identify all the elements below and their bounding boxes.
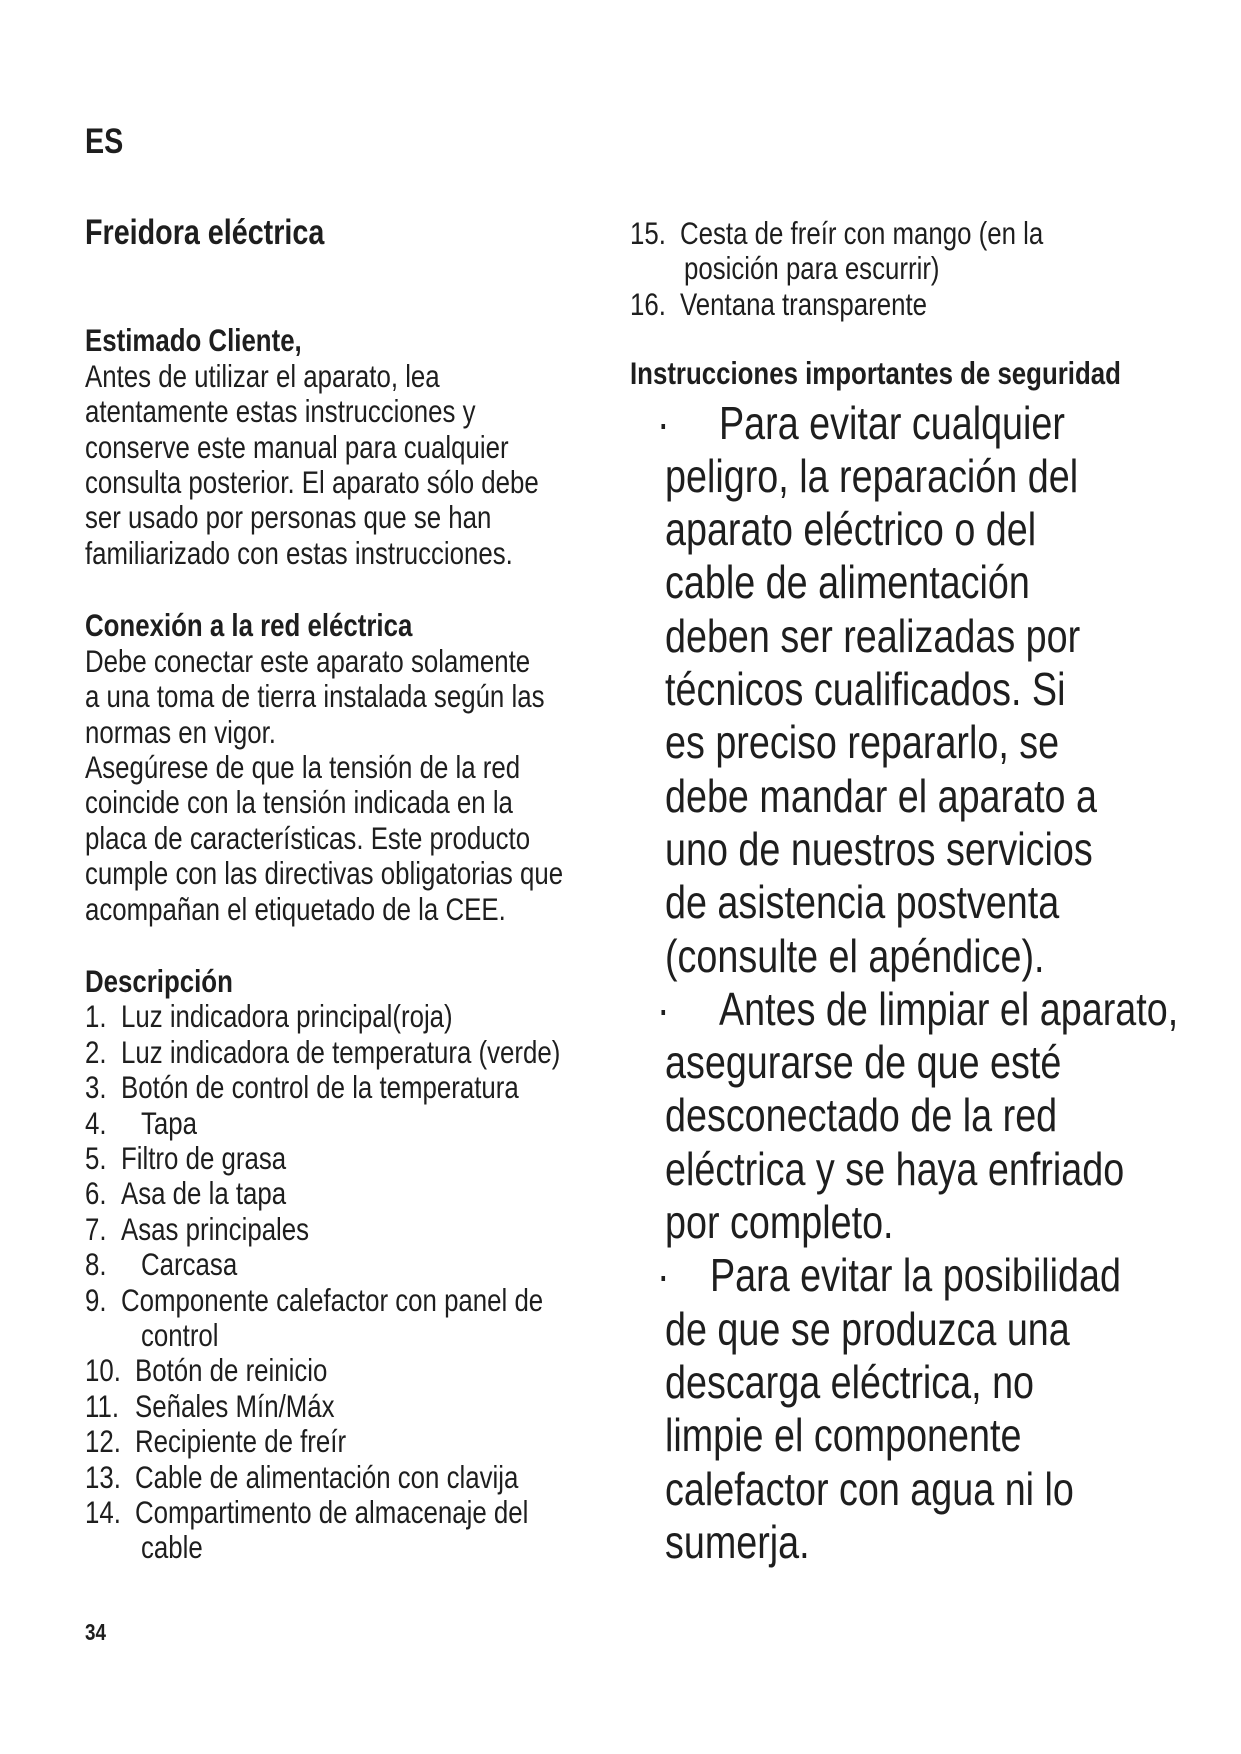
safety-bullet-marker: · bbox=[657, 982, 670, 1035]
greeting-line: conserve este manual para cualquier bbox=[85, 428, 509, 465]
description-item-number: 5. bbox=[85, 1139, 107, 1176]
safety-bullet-marker: · bbox=[657, 396, 670, 449]
description-item-text: Carcasa bbox=[140, 1246, 238, 1283]
greeting-line: consulta posterior. El aparato sólo debe bbox=[85, 463, 539, 500]
description-item-number: 9. bbox=[85, 1281, 107, 1318]
safety-line: aparato eléctrico o del bbox=[665, 503, 1037, 556]
safety-line: de asistencia postventa bbox=[665, 876, 1060, 929]
description-item-text: Recipiente de freír bbox=[135, 1423, 347, 1460]
safety-line: sumerja. bbox=[665, 1515, 810, 1568]
safety-line: limpie el componente bbox=[665, 1409, 1022, 1462]
language-code: ES bbox=[85, 122, 124, 161]
description-item-text: Botón de control de la temperatura bbox=[120, 1069, 519, 1106]
safety-heading: Instrucciones importantes de seguridad bbox=[629, 354, 1121, 391]
greeting-line: atentamente estas instrucciones y bbox=[85, 393, 476, 430]
description-item-text: Compartimento de almacenaje del bbox=[135, 1494, 529, 1531]
safety-line: Para evitar la posibilidad bbox=[710, 1249, 1121, 1302]
description-item-text: Señales Mín/Máx bbox=[135, 1387, 335, 1424]
description-item-number: 12. bbox=[85, 1423, 121, 1460]
connection-line: Debe conectar este aparato solamente bbox=[85, 642, 531, 679]
safety-line: debe mandar el aparato a bbox=[665, 769, 1098, 822]
safety-line: eléctrica y se haya enfriado bbox=[665, 1142, 1125, 1195]
connection-line: placa de características. Este producto bbox=[85, 819, 531, 856]
safety-line: cable de alimentación bbox=[665, 556, 1031, 609]
description-item-number: 3. bbox=[85, 1069, 107, 1106]
description-item-text: Botón de reinicio bbox=[135, 1352, 328, 1389]
safety-line: desconectado de la red bbox=[665, 1089, 1058, 1142]
description-item-number: 11. bbox=[85, 1387, 119, 1424]
description-item-text: Componente calefactor con panel de bbox=[120, 1281, 543, 1318]
connection-line: acompañan el etiquetado de la CEE. bbox=[85, 890, 506, 927]
description-item-text: control bbox=[141, 1317, 219, 1353]
description-item-number: 10. bbox=[85, 1352, 121, 1389]
description-item-number: 14. bbox=[85, 1494, 121, 1531]
description-item-text: Cable de alimentación con clavija bbox=[135, 1458, 519, 1495]
connection-line: cumple con las directivas obligatorias que bbox=[85, 855, 564, 892]
description-item-number: 2. bbox=[85, 1033, 107, 1070]
safety-bullet-marker: · bbox=[657, 1249, 670, 1302]
safety-line: por completo. bbox=[665, 1196, 894, 1248]
safety-line: (consulte el apéndice). bbox=[665, 929, 1045, 982]
greeting-line: ser usado por personas que se han bbox=[85, 499, 492, 536]
description-item-number: 8. bbox=[85, 1246, 107, 1283]
description-item-text: posición para escurrir) bbox=[684, 250, 940, 287]
description-item-number: 15. bbox=[629, 215, 666, 251]
description-item-number: 4. bbox=[85, 1104, 107, 1141]
connection-line: coincide con la tensión indicada en la bbox=[85, 784, 513, 821]
description-item-number: 13. bbox=[85, 1458, 121, 1495]
description-item-number: 7. bbox=[85, 1210, 107, 1247]
connection-line: normas en vigor. bbox=[85, 713, 276, 750]
description-item-text: Luz indicadora de temperatura (verde) bbox=[120, 1033, 561, 1070]
page-number: 34 bbox=[85, 1619, 106, 1645]
description-item-text: Tapa bbox=[140, 1104, 197, 1141]
description-item-text: Ventana transparente bbox=[679, 285, 927, 322]
greeting-line: Antes de utilizar el aparato, lea bbox=[85, 357, 440, 394]
connection-line: Asegúrese de que la tensión de la red bbox=[85, 749, 521, 786]
safety-line: peligro, la reparación del bbox=[665, 449, 1079, 502]
safety-line: técnicos cualificados. Si bbox=[665, 663, 1066, 715]
description-item-text: Cesta de freír con mango (en la bbox=[679, 215, 1043, 251]
safety-line: Antes de limpiar el aparato, bbox=[718, 982, 1179, 1035]
description-item-text: Luz indicadora principal(roja) bbox=[120, 998, 453, 1035]
document-title: Freidora eléctrica bbox=[85, 213, 325, 252]
safety-line: es preciso repararlo, se bbox=[665, 716, 1060, 769]
safety-line: uno de nuestros servicios bbox=[665, 822, 1093, 875]
description-item-text: Asas principales bbox=[120, 1210, 309, 1247]
greeting-heading: Estimado Cliente, bbox=[85, 322, 302, 359]
safety-line: Para evitar cualquier bbox=[718, 396, 1065, 449]
description-item-text: Asa de la tapa bbox=[120, 1175, 286, 1212]
safety-line: descarga eléctrica, no bbox=[665, 1355, 1035, 1408]
connection-heading: Conexión a la red eléctrica bbox=[85, 607, 413, 644]
safety-line: deben ser realizadas por bbox=[665, 609, 1081, 662]
safety-line: de que se produzca una bbox=[665, 1302, 1070, 1355]
description-item-number: 6. bbox=[85, 1175, 107, 1212]
greeting-line: familiarizado con estas instrucciones. bbox=[85, 534, 513, 571]
connection-line: a una toma de tierra instalada según las bbox=[85, 678, 545, 715]
safety-line: asegurarse de que esté bbox=[665, 1036, 1062, 1089]
description-item-number: 16. bbox=[629, 285, 666, 322]
safety-line: calefactor con agua ni lo bbox=[665, 1462, 1075, 1515]
description-item-number: 1. bbox=[85, 998, 107, 1035]
description-heading: Descripción bbox=[85, 962, 233, 999]
description-item-text: cable bbox=[141, 1529, 203, 1566]
description-item-text: Filtro de grasa bbox=[120, 1139, 286, 1176]
